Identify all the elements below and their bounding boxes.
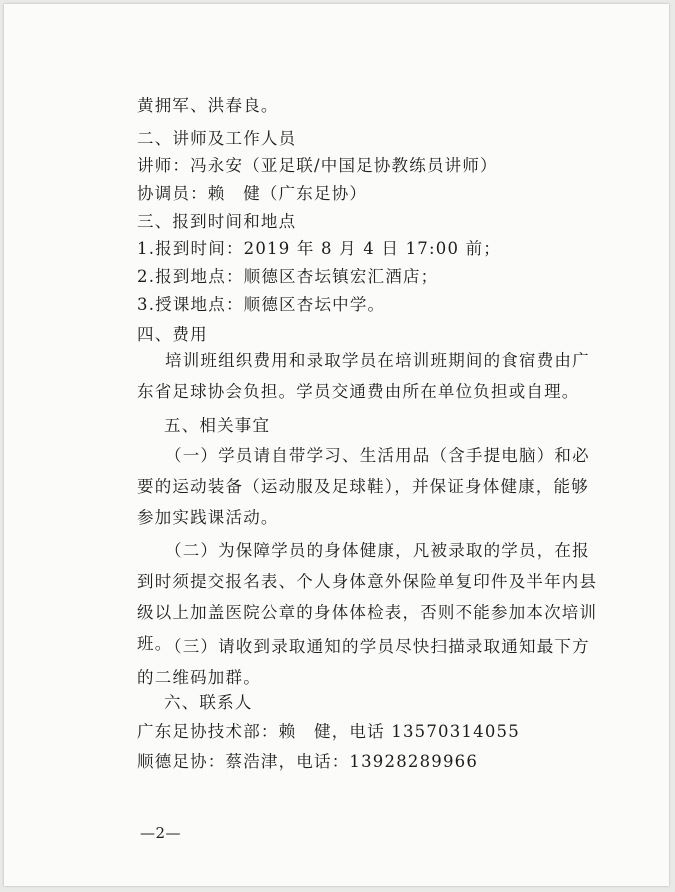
paragraph-fees: 培训班组织费用和录取学员在培训班期间的食宿费由广东省足球协会负担。学员交通费由所在单位负担或自理。: [137, 351, 590, 401]
text-line-contact-guangdong: 广东足协技术部：赖 健，电话 13570314055: [137, 722, 520, 741]
text-line-registration-place: 2.报到地点：顺德区杏坛镇宏汇酒店；: [137, 267, 439, 286]
text-line-registration-time: 1.报到时间：2019 年 8 月 4 日 17:00 前；: [137, 239, 501, 258]
paragraph-item-2: （二）为保障学员的身体健康，凡被录取的学员，在报到时须提交报名表、个人身体意外保险单复印件及半年内县级以上加盖医院公章的身体体检表，否则不能参加本次培训班。: [137, 541, 598, 653]
section-heading-staff: 二、讲师及工作人员: [137, 129, 297, 148]
document-page: [4, 4, 669, 886]
section-heading-registration: 三、报到时间和地点: [137, 212, 297, 231]
paragraph-item-3: （三）请收到录取通知的学员尽快扫描录取通知最下方的二维码加群。: [137, 637, 590, 687]
text-line-contact-shunde: 顺德足协：蔡浩津，电话：13928289966: [137, 752, 479, 771]
text-line-lecturer: 讲师：冯永安（亚足联/中国足协教练员讲师）: [137, 156, 498, 175]
paragraph-item-1: （一）学员请自带学习、生活用品（含手提电脑）和必要的运动装备（运动服及足球鞋），并保证身体健康，能够参加实践课活动。: [137, 446, 590, 527]
text-line-names: 黄拥军、洪春良。: [137, 96, 279, 115]
text-line-coordinator: 协调员：赖 健（广东足协）: [137, 184, 368, 203]
section-heading-contacts: 六、联系人: [164, 693, 253, 712]
text-line-class-place: 3.授课地点：顺德区杏坛中学。: [137, 295, 386, 314]
document-body: [4, 4, 669, 886]
section-heading-fees: 四、费用: [137, 325, 208, 344]
page-number: —2—: [140, 824, 182, 842]
section-heading-matters: 五、相关事宜: [164, 416, 271, 435]
